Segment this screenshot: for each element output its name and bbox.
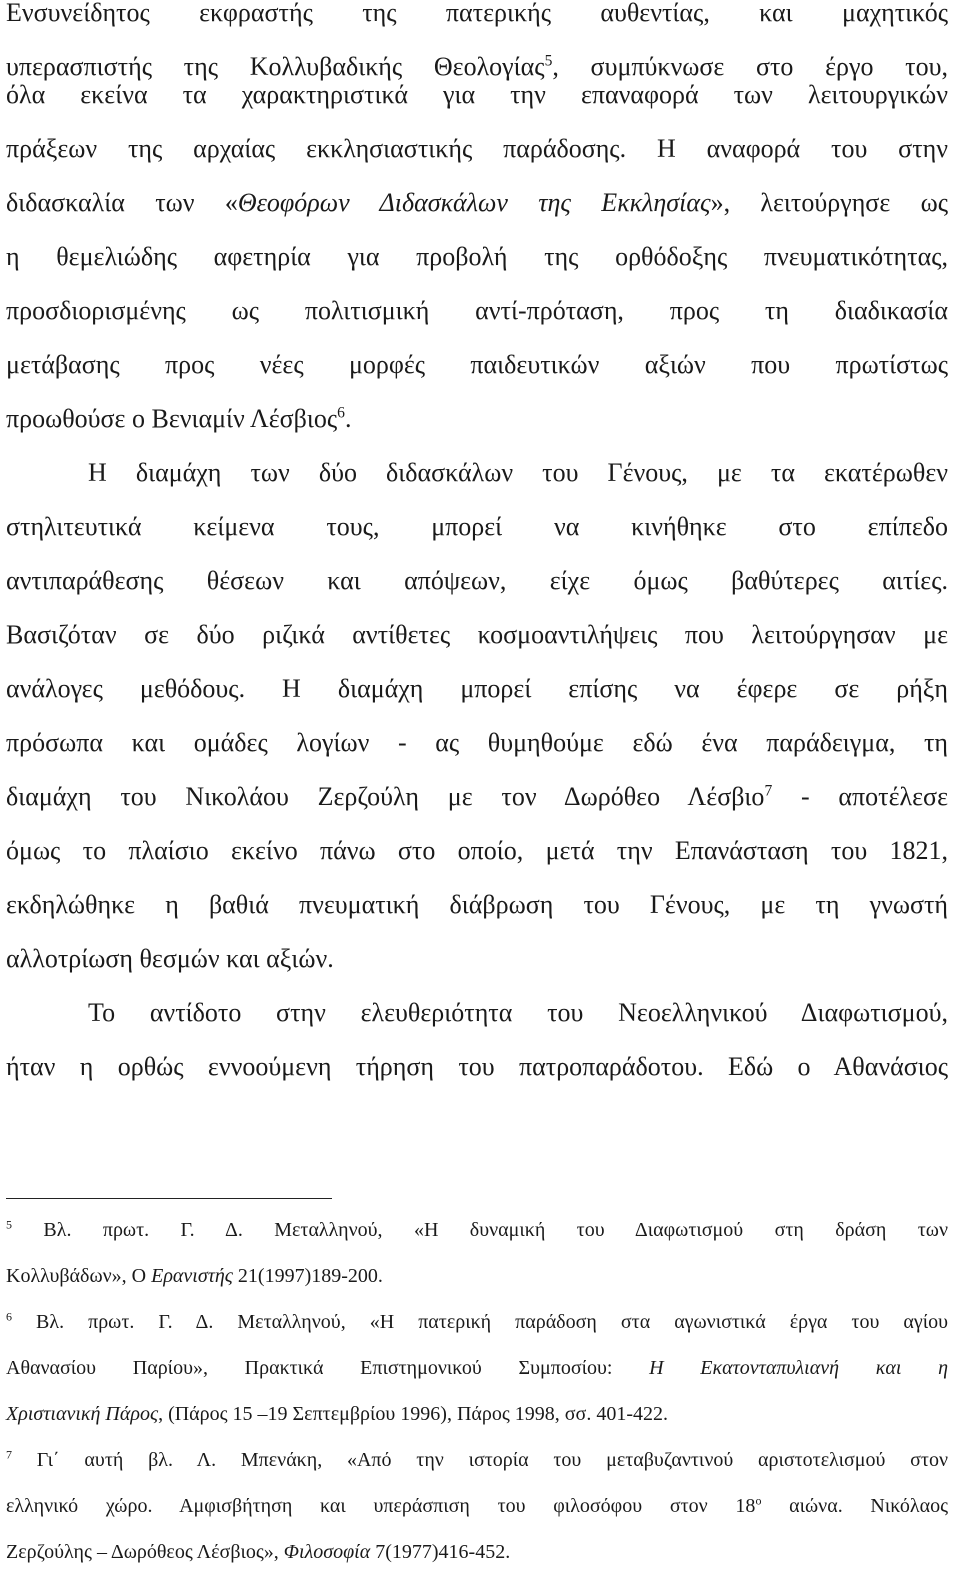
footnote-text: , (Πάρος 15 –19 Σεπτεμβρίου 1996), Πάρος 1998, σσ. 401-422. bbox=[158, 1403, 668, 1425]
body-text: προσδιορισμένης ως πολιτισμική αντί-πρόταση, προς τη διαδικασία bbox=[6, 296, 948, 325]
body-text: πράξεων της αρχαίας εκκλησιαστικής παράδοσης. Η αναφορά του στην bbox=[6, 134, 948, 163]
body-text: η θεμελιώδης αφετηρία για προβολή της ορθόδοξης πνευματικότητας, bbox=[6, 242, 948, 271]
body-text: Βασιζόταν σε δύο ριζικά αντίθετες κοσμοαντιλήψεις που λειτούργησαν με bbox=[6, 620, 948, 649]
footnote-separator bbox=[6, 1198, 332, 1199]
body-text: », λειτούργησε ως bbox=[710, 188, 949, 217]
footnote-marker: 7 bbox=[6, 1447, 12, 1462]
footnote-6-line-3 bbox=[6, 1402, 948, 1426]
body-line-4 bbox=[6, 134, 948, 164]
body-text: , συμπύκνωσε στο έργο του, bbox=[552, 52, 948, 81]
body-line-19 bbox=[6, 944, 948, 974]
body-line-10 bbox=[88, 458, 948, 488]
body-text: όλα εκείνα τα χαρακτηριστικά για την επαναφορά των λειτουργικών bbox=[6, 80, 948, 109]
footnote-text: Κολλυβάδων», Ο bbox=[6, 1265, 152, 1287]
italic-title: Ερανιστής bbox=[151, 1265, 233, 1287]
body-text: ήταν η ορθώς εννοούμενη τήρηση του πατροπαράδοτου. Εδώ ο Αθανάσιος bbox=[6, 1052, 948, 1081]
body-text: υπερασπιστής της Κολλυβαδικής Θεολογίας bbox=[6, 52, 545, 81]
footnote-7-line-2 bbox=[6, 1494, 948, 1518]
body-text: . bbox=[344, 404, 352, 433]
body-text: Ενσυνείδητος εκφραστής της πατερικής αυθεντίας, και μαχητικός bbox=[6, 0, 948, 27]
body-text: Το αντίδοτο στην ελευθεριότητα του Νεοελληνικού Διαφωτισμού, bbox=[88, 998, 948, 1027]
body-line-7 bbox=[6, 296, 948, 326]
footnote-text: Αθανασίου Παρίου», Πρακτικά Επιστημονικού Συμποσίου: bbox=[6, 1357, 650, 1379]
footnote-text: Βλ. πρωτ. Γ. Δ. Μεταλληνού, «Η πατερική παράδοση στα αγωνιστικά έργα του αγίου bbox=[36, 1311, 949, 1333]
body-line-3 bbox=[6, 80, 948, 110]
footnote-marker: 6 bbox=[6, 1309, 12, 1324]
footnote-ref-5: 5 bbox=[544, 52, 553, 70]
body-text: Η διαμάχη των δύο διδασκάλων του Γένους, με τα εκατέρωθεν bbox=[88, 458, 948, 487]
body-text: αντιπαράθεσης θέσεων και απόψεων, είχε όμως βαθύτερες αιτίες. bbox=[6, 566, 948, 595]
italic-phrase: Θεοφόρων Διδασκάλων της Εκκλησίας bbox=[237, 188, 711, 217]
body-text: μετάβασης προς νέες μορφές παιδευτικών αξιών που πρωτίστως bbox=[6, 350, 948, 379]
italic-title: Χριστιανική Πάρος bbox=[6, 1403, 159, 1425]
footnote-text: Βλ. πρωτ. Γ. Δ. Μεταλληνού, «Η δυναμική του Διαφωτισμού στη δράση των bbox=[43, 1219, 949, 1241]
footnote-ref-6: 6 bbox=[337, 404, 345, 422]
body-line-17 bbox=[6, 836, 948, 866]
footnote-5-line-1 bbox=[6, 1218, 948, 1242]
body-text: - αποτέλεσε bbox=[772, 782, 948, 811]
body-line-11 bbox=[6, 512, 948, 542]
footnote-text: Γι΄ αυτή βλ. Λ. Μπενάκη, «Από την ιστορία του μεταβυζαντινού αριστοτελισμού στον bbox=[36, 1449, 948, 1471]
footnote-ref-7: 7 bbox=[764, 782, 773, 800]
footnote-6-line-1 bbox=[6, 1310, 948, 1334]
footnote-text: Ζερζούλης – Δωρόθεος Λέσβιος», bbox=[6, 1541, 284, 1563]
italic-title: Φιλοσοφία bbox=[283, 1541, 371, 1563]
body-line-1 bbox=[6, 0, 948, 28]
body-line-15 bbox=[6, 728, 948, 758]
ordinal-superscript: ο bbox=[755, 1493, 762, 1508]
footnote-7-line-1 bbox=[6, 1448, 948, 1472]
body-line-20 bbox=[88, 998, 948, 1028]
body-line-13 bbox=[6, 620, 948, 650]
body-line-9 bbox=[6, 404, 948, 434]
footnote-7-line-3 bbox=[6, 1540, 948, 1564]
body-line-14 bbox=[6, 674, 948, 704]
footnote-6-line-2 bbox=[6, 1356, 948, 1380]
footnote-text: 7(1977)416-452. bbox=[370, 1541, 511, 1563]
italic-title: Η Εκατονταπυλιανή και η bbox=[649, 1357, 948, 1379]
body-text: εκδηλώθηκε η βαθιά πνευματική διάβρωση του Γένους, με τη γνωστή bbox=[6, 890, 948, 919]
body-text: προωθούσε ο Βενιαμίν Λέσβιος bbox=[6, 404, 338, 433]
footnote-5-line-2 bbox=[6, 1264, 948, 1288]
body-line-12 bbox=[6, 566, 948, 596]
body-line-6 bbox=[6, 242, 948, 272]
footnote-text: 21(1997)189-200. bbox=[232, 1265, 383, 1287]
body-line-2 bbox=[6, 52, 948, 82]
body-line-8 bbox=[6, 350, 948, 380]
footnote-text: αιώνα. Νικόλαος bbox=[761, 1495, 948, 1517]
body-text: διαμάχη του Νικολάου Ζερζούλη με τον Δωρόθεο Λέσβιο bbox=[6, 782, 765, 811]
body-text: πρόσωπα και ομάδες λογίων - ας θυμηθούμε εδώ ένα παράδειγμα, τη bbox=[6, 728, 948, 757]
body-text: όμως το πλαίσιο εκείνο πάνω στο οποίο, μετά την Επανάσταση του 1821, bbox=[6, 836, 948, 865]
body-line-18 bbox=[6, 890, 948, 920]
body-text: διδασκαλία των « bbox=[6, 188, 238, 217]
body-line-21 bbox=[6, 1052, 948, 1082]
body-line-16 bbox=[6, 782, 948, 812]
footnote-text: ελληνικό χώρο. Αμφισβήτηση και υπεράσπιση του φιλοσόφου στον 18 bbox=[6, 1495, 756, 1517]
body-text: ανάλογες μεθόδους. Η διαμάχη μπορεί επίσης να έφερε σε ρήξη bbox=[6, 674, 948, 703]
body-text: αλλοτρίωση θεσμών και αξιών. bbox=[6, 944, 334, 973]
body-text: στηλιτευτικά κείμενα τους, μπορεί να κινήθηκε στο επίπεδο bbox=[6, 512, 948, 541]
footnote-marker: 5 bbox=[6, 1217, 12, 1232]
body-line-5 bbox=[6, 188, 948, 218]
